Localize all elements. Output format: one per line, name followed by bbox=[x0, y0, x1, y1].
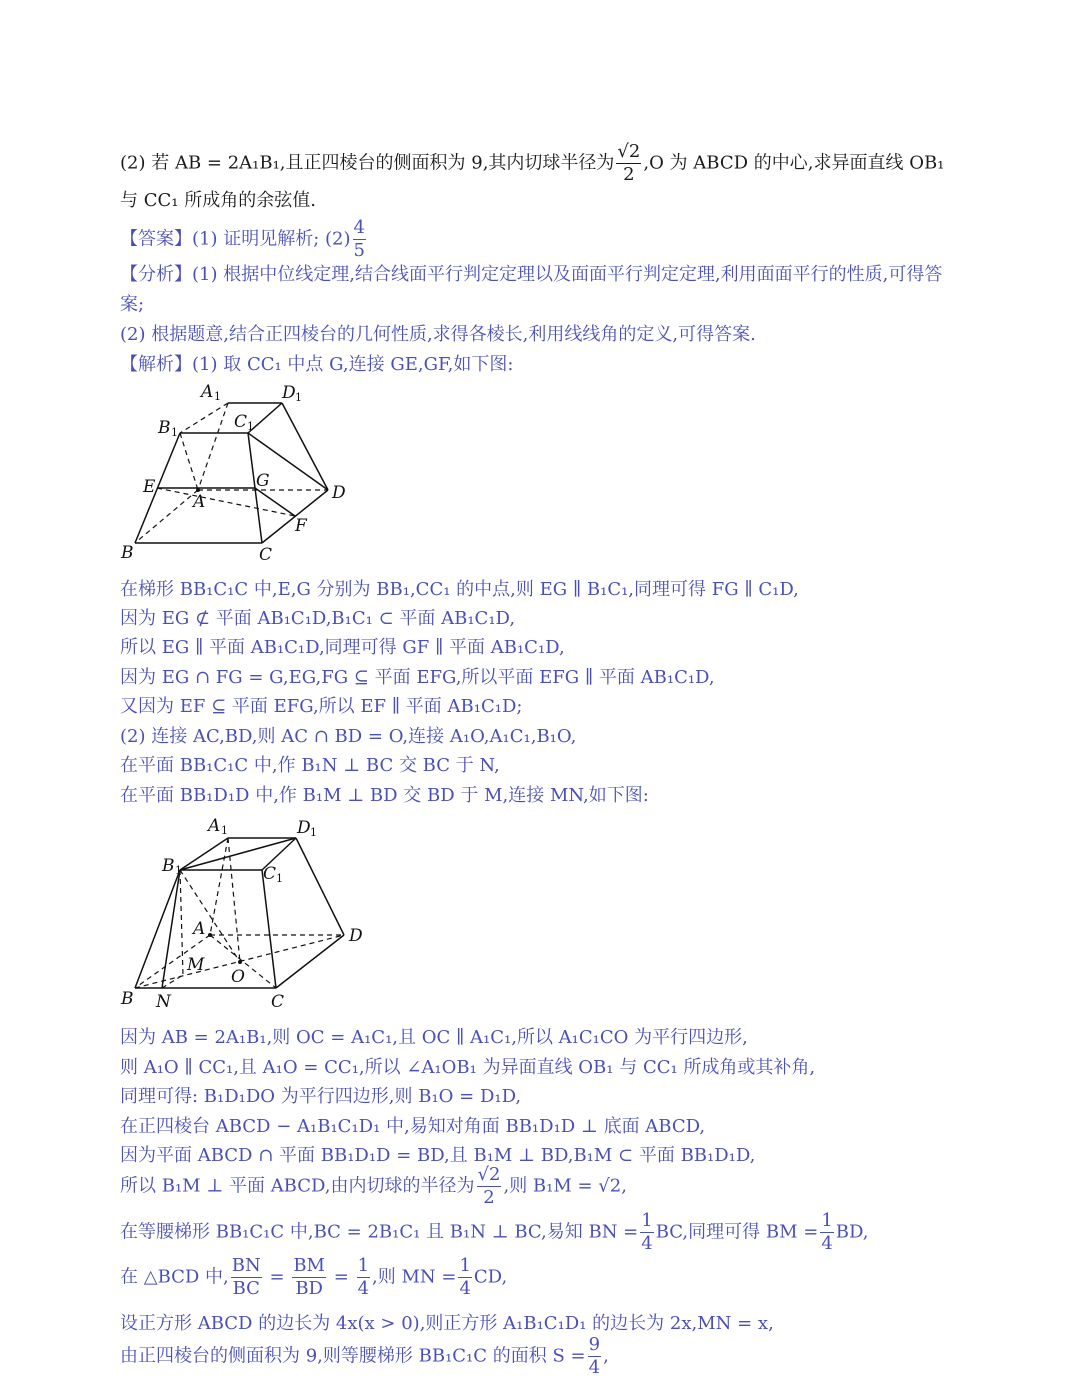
edge bbox=[296, 838, 344, 935]
label-c: C bbox=[271, 992, 285, 1012]
fraction: $\frac{√2}{2}$ bbox=[617, 141, 641, 185]
label-c1: C bbox=[263, 864, 277, 884]
label-a1: A bbox=[208, 816, 221, 836]
svg-text:1: 1 bbox=[295, 391, 302, 404]
solution-line-q8: 在 △BCD 中, $\frac{BN}{BC}$ = $\frac{BM}{BD}$ = $\frac{1}{4}$ ,则 MN = $\frac{1}{4}$ CD, bbox=[120, 1255, 508, 1299]
edge bbox=[135, 870, 180, 988]
proof-line-3: 所以 EG ∥ 平面 AB₁C₁D,同理可得 GF ∥ 平面 AB₁C₁D, bbox=[120, 637, 565, 658]
label-e: E bbox=[143, 477, 156, 497]
label-b: B bbox=[121, 543, 134, 563]
label-a: A bbox=[193, 919, 206, 939]
label-d1: D bbox=[297, 818, 311, 838]
svg-text:1: 1 bbox=[247, 420, 254, 433]
solution-line-q5: 因为平面 ABCD ∩ 平面 BB₁D₁D = BD,且 B₁M ⊥ BD,B₁M ⊂ 平面 BB₁D₁D, bbox=[120, 1145, 756, 1166]
hidden-edge bbox=[180, 870, 183, 975]
proof-line-8: 在平面 BB₁D₁D 中,作 B₁M ⊥ BD 交 BD 于 M,连接 MN,如下图: bbox=[120, 785, 649, 806]
solution-line-q2: 则 A₁O ∥ CC₁,且 A₁O = CC₁,所以 ∠A₁OB₁ 为异面直线 OB₁ 与 CC₁ 所成角或其补角, bbox=[120, 1057, 816, 1078]
svg-text:1: 1 bbox=[310, 826, 317, 839]
answer-fraction: $\frac{4}{5}$ bbox=[353, 217, 365, 261]
hidden-edge bbox=[180, 870, 240, 962]
solution-line-q10: 由正四棱台的侧面积为 9,则等腰梯形 BB₁C₁C 的面积 S = $\frac{9}{4}$ , bbox=[120, 1334, 609, 1378]
edge bbox=[282, 403, 328, 490]
proof-line-4: 因为 EG ∩ FG = G,EG,FG ⊆ 平面 EFG,所以平面 EFG ∥ 平面 AB₁C₁D, bbox=[120, 667, 715, 688]
solution-line-q6: 所以 B₁M ⊥ 平面 ABCD,由内切球的半径为 $\frac{√2}{2}$ ,则 B₁M = √2, bbox=[120, 1164, 627, 1208]
frustum-figure-2 bbox=[115, 810, 375, 1015]
fraction: $\frac{BM}{BD}$ bbox=[293, 1255, 325, 1299]
edge bbox=[276, 935, 344, 988]
edge bbox=[162, 870, 180, 988]
solution-line-q9: 设正方形 ABCD 的边长为 4x(x > 0),则正方形 A₁B₁C₁D₁ 的边长为 2x,MN = x, bbox=[120, 1313, 774, 1334]
fraction: $\frac{BN}{BC}$ bbox=[231, 1255, 261, 1299]
proof-line-5: 又因为 EF ⊆ 平面 EFG,所以 EF ∥ 平面 AB₁C₁D; bbox=[120, 696, 523, 717]
question-line-2: 与 CC₁ 所成角的余弦值. bbox=[120, 190, 316, 211]
label-f: F bbox=[295, 516, 307, 536]
hidden-edge bbox=[180, 403, 228, 433]
proof-line-1: 在梯形 BB₁C₁C 中,E,G 分别为 BB₁,CC₁ 的中点,则 EG ∥ B₁C₁,同理可得 FG ∥ C₁D, bbox=[120, 579, 799, 600]
label-b: B bbox=[121, 989, 134, 1009]
hidden-edge bbox=[228, 838, 240, 962]
svg-text:1: 1 bbox=[276, 872, 283, 885]
edge bbox=[180, 838, 228, 870]
svg-text:1: 1 bbox=[221, 824, 228, 837]
label-b1: B bbox=[162, 856, 175, 876]
label-a1: A bbox=[201, 382, 214, 402]
fraction: $\frac{1}{4}$ bbox=[821, 1210, 833, 1254]
hidden-edge bbox=[162, 975, 183, 988]
hidden-edge bbox=[180, 433, 198, 490]
proof-line-7: 在平面 BB₁C₁C 中,作 B₁N ⊥ BC 交 BC 于 N, bbox=[120, 755, 500, 776]
fraction: $\frac{1}{4}$ bbox=[357, 1255, 370, 1299]
label-a: A bbox=[193, 492, 206, 512]
proof-line-2: 因为 EG ⊄ 平面 AB₁C₁D,B₁C₁ ⊂ 平面 AB₁C₁D, bbox=[120, 608, 516, 629]
hidden-edge bbox=[135, 490, 198, 543]
hidden-edge bbox=[210, 838, 228, 935]
svg-text:1: 1 bbox=[214, 390, 221, 403]
label-m: M bbox=[187, 955, 205, 975]
fraction: $\frac{9}{4}$ bbox=[588, 1334, 601, 1378]
solution-line-q4: 在正四棱台 ABCD − A₁B₁C₁D₁ 中,易知对角面 BB₁D₁D ⊥ 底面 ABCD, bbox=[120, 1116, 706, 1137]
frustum-figure-1 bbox=[115, 378, 375, 568]
analysis-line-2: 案; bbox=[120, 294, 145, 315]
edge bbox=[262, 870, 276, 988]
svg-text:1: 1 bbox=[171, 426, 178, 439]
answer-line: 【答案】(1) 证明见解析; (2) $\frac{4}{5}$ bbox=[120, 217, 365, 261]
point-a bbox=[208, 933, 212, 937]
analysis-line-1: 【分析】(1) 根据中位线定理,结合线面平行判定定理以及面面平行判定定理,利用面面平行的性质,可得答 bbox=[120, 264, 943, 285]
hidden-edge bbox=[198, 403, 228, 490]
solution-line-1: 【解析】(1) 取 CC₁ 中点 G,连接 GE,GF,如下图: bbox=[120, 354, 514, 375]
label-c: C bbox=[259, 545, 273, 565]
label-c1: C bbox=[234, 412, 248, 432]
fraction: $\frac{1}{4}$ bbox=[459, 1255, 471, 1299]
point-o bbox=[238, 960, 242, 964]
question-line-1: (2) 若 AB = 2A₁B₁,且正四棱台的侧面积为 9,其内切球半径为 $\frac{√2}{2}$ ,O 为 ABCD 的中心,求异面直线 OB₁ bbox=[120, 141, 945, 185]
label-n: N bbox=[156, 992, 171, 1012]
label-d: D bbox=[332, 483, 346, 503]
solution-line-q7: 在等腰梯形 BB₁C₁C 中,BC = 2B₁C₁ 且 B₁N ⊥ BC,易知 BN = $\frac{1}{4}$ BC,同理可得 BM = $\frac{1}{4}$ BD, bbox=[120, 1210, 869, 1254]
label-b1: B bbox=[158, 418, 171, 438]
analysis-line-3: (2) 根据题意,结合正四棱台的几何性质,求得各棱长,利用线线角的定义,可得答案. bbox=[120, 324, 756, 345]
svg-text:1: 1 bbox=[175, 864, 182, 877]
label-d: D bbox=[349, 926, 363, 946]
solution-line-q3: 同理可得: B₁D₁DO 为平行四边形,则 B₁O = D₁D, bbox=[120, 1086, 522, 1107]
proof-line-6: (2) 连接 AC,BD,则 AC ∩ BD = O,连接 A₁O,A₁C₁,B₁O, bbox=[120, 726, 577, 747]
fraction: $\frac{√2}{2}$ bbox=[477, 1164, 501, 1208]
label-d1: D bbox=[282, 383, 296, 403]
fraction: $\frac{1}{4}$ bbox=[641, 1210, 653, 1254]
solution-line-q1: 因为 AB = 2A₁B₁,则 OC = A₁C₁,且 OC ∥ A₁C₁,所以 A₁C₁CO 为平行四边形, bbox=[120, 1027, 748, 1048]
label-g: G bbox=[256, 471, 270, 491]
label-o: O bbox=[231, 967, 245, 987]
